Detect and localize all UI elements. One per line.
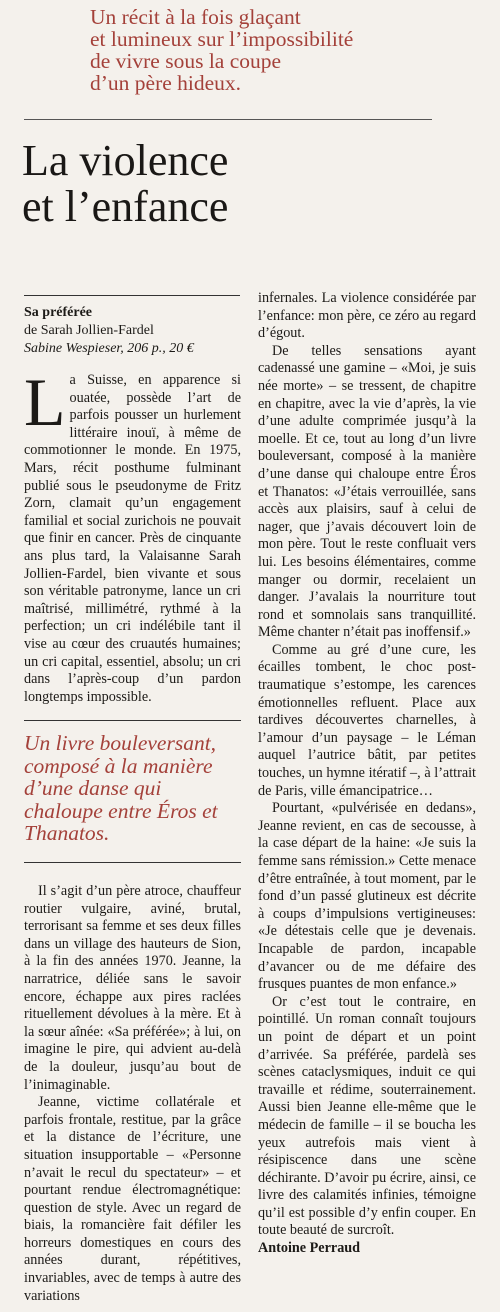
pull-quote-bottom-rule: [24, 862, 241, 863]
article-paragraph: Pourtant, «pulvérisée en dedans», Jeanne revient, en cas de secousse, à la case départ de la haine: «Je suis la femme sans rémission.» Cette menace d’être entraînée, à tout moment, par le fond d’un passé glutineux est décrite à coups d’impulsions vertigineuses: «Je détestais celle que je devenais. Incapable de pardon, incapable d’avancer ou de me défaire des frusques puantes de mon enfance.»: [258, 800, 476, 993]
book-author: de Sarah Jollien-Fardel: [24, 323, 154, 338]
article-headline: [22, 138, 462, 230]
article-paragraph: Il s’agit d’un père atroce, chauffeur routier vulgaire, aviné, brutal, terrorisant sa femme et ses deux filles dans un village des hauteurs de Sion, à la fin des années 1970. Jeanne, la narratrice, déliée sans le savoir encore, échappe aux pires raclées rituellement dévolues à la mère. Et à la sœur aînée: «Sa préférée»; à lui, on imagine le pire, qui advient au-delà de la douleur, jusqu’au bout de l’inimaginable.: [24, 883, 241, 1093]
standfirst-line: de vivre sous la coupe: [90, 49, 282, 73]
book-publisher: Sabine Wespieser, 206 p., 20 €: [24, 341, 194, 356]
article-paragraph: Comme au gré d’une cure, les écailles tombent, le choc post-traumatique s’estompe, les carences émotionnelles refluent. Place aux tardives découvertes charnelles, à l’amour d’un paysage – le Léman auquel l’autrice bâtit, par petites touches, un hymne itératif –, à l’attrait de Paris, ville émancipatrice…: [258, 641, 476, 799]
headline-line: La violence: [22, 136, 229, 185]
article-column-1-bottom: [24, 883, 241, 1305]
book-title: Sa préférée: [24, 305, 93, 320]
article-paragraph: De telles sensations ayant cadenassé une gamine – «Moi, je suis née morte» – se tressent, de chapitre en chapitre, avec la vie d’après, la vie d’une adulte comprimée jusqu’à la moelle. Et ce, tout au long d’un livre bouleversant, composé à la manière d’une danse qui chaloupe entre Éros et Thanatos: «J’étais verrouillée, sans accès aux plaisirs, sauf à celui de nager, que j’avais découvert loin de mon père. Tout le reste confluait vers lui. Les besoins élémentaires, comme manger ou dormir, recelaient un danger. J’avalais la nourriture tout rond et somnolais sans tranquillité. Même chanter n’était pas inoffensif.»: [258, 342, 476, 641]
standfirst-line: Un récit à la fois glaçant: [90, 5, 301, 29]
book-reference: [24, 304, 244, 358]
standfirst: [90, 6, 490, 94]
article-paragraph: Or c’est tout le contraire, en pointillé. Un roman connaît toujours un point de départ et un point d’arrivée. Sa préférée, pardelà ses scènes cataclysmiques, induit ce qui travaille et rédime, souterrainement. Aussi bien Jeanne elle-même que le médecin de famille – il se boucha les yeux autrefois mais vient à résipiscence dans une scène déchirante. D’avoir pu écrire, ainsi, ce livre des calamités infinies, témoigne qu’il est possible d’y enfin couper. En toute beauté de surcroît.: [258, 993, 476, 1239]
book-reference-divider: [24, 295, 240, 296]
article-paragraph: [24, 364, 241, 706]
article-paragraph-text: a Suisse, en apparence si ouatée, possède l’art de parfois pousser un hurlement littéraire inouï, à même de commotionner le monde. En 1975, Mars, récit posthume fulminant publié sous le pseudonyme de Fritz Zorn, clamait qu’un engagement familial et social zurichois ne pouvait que finir en cancer. Près de cinquante ans plus tard, la Valaisanne Sarah Jollien-Fardel, bien vivante et sous son véritable patronyme, lance un cri maîtrisé, millimétré, rythmé à la perfection; un cri indélébile tant il vise au cœur des cruautés humaines; un cri capital, essentiel, absolu; un cri dans l’après-coup d’un pardon longtemps impossible.: [24, 372, 241, 705]
article-paragraph: Jeanne, victime collatérale et parfois frontale, restitue, par la grâce et la distance de l’écriture, une situation insupportable – «Personne n’avait le recul du spectateur» – et pourtant rendue électromagnétique: question de style. Avec un regard de biais, la romancière fait défiler les horreurs domestiques en cours des années durant, répétitives, invariables, avec de temps à autre des variations: [24, 1094, 241, 1304]
drop-cap: L: [24, 364, 66, 440]
byline: Antoine Perraud: [258, 1240, 361, 1257]
standfirst-line: et lumineux sur l’impossibilité: [90, 27, 354, 51]
standfirst-divider: [24, 119, 432, 120]
article-column-1-top: [24, 364, 241, 706]
headline-line: et l’enfance: [22, 182, 229, 231]
pull-quote: Un livre bouleversant, composé à la manière d’une danse qui chaloupe entre Éros et Thanatos.: [24, 731, 218, 845]
standfirst-line: d’un père hideux.: [90, 71, 242, 95]
article-column-2: [258, 290, 476, 1258]
pull-quote-top-rule: [24, 720, 241, 721]
article-paragraph: infernales. La violence considérée par l’enfance: mon père, ce zéro au regard d’égout.: [258, 290, 476, 342]
